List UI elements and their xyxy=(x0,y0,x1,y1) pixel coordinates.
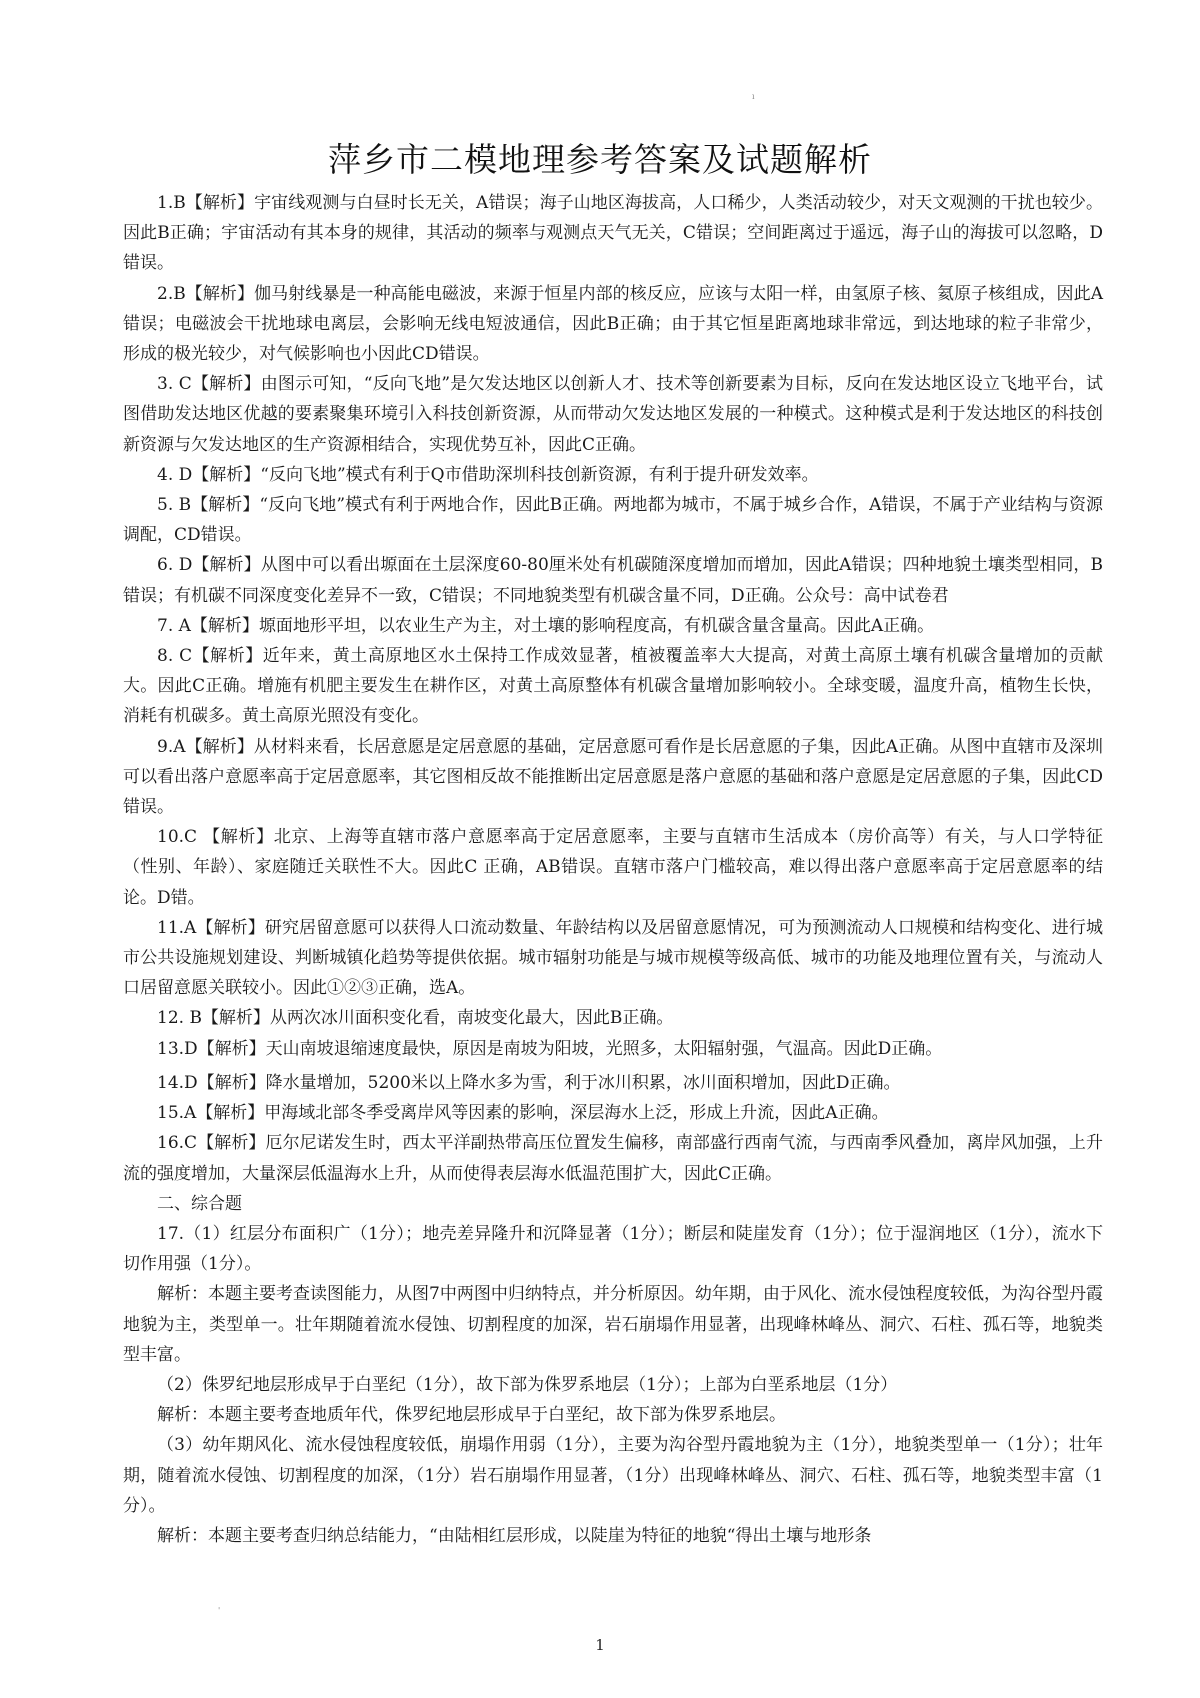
answer-paragraph: 10.C 【解析】北京、上海等直辖市落户意愿率高于定居意愿率，主要与直辖市生活成本（房价高等）有关，与人口学特征（性别、年龄）、家庭随迁关联性不大。因此C 正确，AB错误。直辖市落户门槛较高，难以得出落户意愿率高于定居意愿率的结论。D错。 xyxy=(123,827,1103,908)
answer-paragraph: 17.（1）红层分布面积广（1分）；地壳差异隆升和沉降显著（1分）；断层和陡崖发育（1分）；位于湿润地区（1分），流水下切作用强（1分）。 xyxy=(123,1223,1103,1275)
answer-paragraph: 13.D【解析】天山南坡退缩速度最快，原因是南坡为阳坡，光照多，太阳辐射强，气温高。因此D正确。 xyxy=(157,1038,943,1059)
answer-paragraph: 9.A【解析】从材料来看，长居意愿是定居意愿的基础，定居意愿可看作是长居意愿的子集，因此A正确。从图中直辖市及深圳可以看出落户意愿率高于定居意愿率，其它图相反故不能推断出定居意愿是落户意愿的基础和落户意愿是定居意愿的子集，因此CD错误。 xyxy=(123,736,1103,818)
answer-paragraph: 解析：本题主要考查读图能力，从图7中两图中归纳特点，并分析原因。幼年期，由于风化、流水侵蚀程度较低，为沟谷型丹霞地貌为主，类型单一。壮年期随着流水侵蚀、切割程度的加深，岩石崩塌作用显著，出现峰林峰丛、洞穴、石柱、孤石等，地貌类型丰富。 xyxy=(123,1284,1103,1365)
answer-paragraph: 8. C【解析】近年来，黄土高原地区水土保持工作成效显著，植被覆盖率大大提高，对黄土高原土壤有机碳含量增加的贡献大。因此C正确。增施有机肥主要发生在耕作区，对黄土高原整体有机碳含量增加影响较小。全球变暖，温度升高，植物生长快，消耗有机碳多。黄土高原光照没有变化。 xyxy=(123,646,1103,727)
answer-paragraph: 2.B【解析】伽马射线暴是一种高能电磁波，来源于恒星内部的核反应，应该与太阳一样，由氢原子核、氦原子核组成，因此A错误；电磁波会干扰地球电离层，会影响无线电短波通信，因此B正确；由于其它恒星距离地球非常远，到达地球的粒子非常少，形成的极光较少，对气候影响也小因此CD错误。 xyxy=(123,283,1103,365)
answer-paragraph: （3）幼年期风化、流水侵蚀程度较低，崩塌作用弱（1分），主要为沟谷型丹霞地貌为主（1分），地貌类型单一（1分）；壮年期，随着流水侵蚀、切割程度的加深，（1分）岩石崩塌作用显著，（1分）出现峰林峰丛、洞穴、石柱、孤石等，地貌类型丰富（1分）。 xyxy=(123,1435,1103,1516)
answer-body xyxy=(123,188,1103,1551)
section-heading: 二、综合题 xyxy=(157,1193,242,1214)
answer-paragraph: 7. A【解析】塬面地形平坦，以农业生产为主，对土壤的影响程度高，有机碳含量含量高。因此A正确。 xyxy=(157,615,935,636)
answer-paragraph: 解析：本题主要考查归纳总结能力，“由陆相红层形成，以陡崖为特征的地貌“得出土壤与地形条 xyxy=(157,1525,872,1546)
answer-paragraph: 14.D【解析】降水量增加，5200米以上降水多为雪，利于冰川积累，冰川面积增加，因此D正确。 xyxy=(157,1072,901,1093)
answer-paragraph: 6. D【解析】从图中可以看出塬面在土层深度60-80厘米处有机碳随深度增加而增加，因此A错误；四种地貌土壤类型相同，B错误；有机碳不同深度变化差异不一致，C错误；不同地貌类型有机碳含量不同，D正确。公众号：高中试卷君 xyxy=(123,555,1103,606)
answer-paragraph: 16.C【解析】厄尔尼诺发生时，西太平洋副热带高压位置发生偏移，南部盛行西南气流，与西南季风叠加，离岸风加强，上升流的强度增加，大量深层低温海水上升，从而使得表层海水低温范围扩大，因此C正确。 xyxy=(123,1133,1103,1184)
answer-paragraph: 4. D【解析】“反向飞地”模式有利于Q市借助深圳科技创新资源，有利于提升研发效率。 xyxy=(157,464,819,485)
scan-mark: ı xyxy=(752,92,755,101)
answer-paragraph: 11.A【解析】研究居留意愿可以获得人口流动数量、年龄结构以及居留意愿情况，可为预测流动人口规模和结构变化、进行城市公共设施规划建设、判断城镇化趋势等提供依据。城市辐射功能是与城市规模等级高低、城市的功能及地理位置有关，与流动人口居留意愿关联较小。因此①②③正确，选A。 xyxy=(123,917,1103,999)
answer-paragraph: 12. B【解析】从两次冰川面积变化看，南坡变化最大，因此B正确。 xyxy=(157,1008,674,1029)
answer-paragraph: （2）侏罗纪地层形成早于白垩纪（1分），故下部为侏罗系地层（1分）；上部为白垩系地层（1分） xyxy=(157,1374,898,1395)
answer-paragraph: 解析：本题主要考查地质年代，侏罗纪地层形成早于白垩纪，故下部为侏罗系地层。 xyxy=(157,1405,786,1426)
answer-paragraph: 15.A【解析】甲海域北部冬季受离岸风等因素的影响，深层海水上泛，形成上升流，因此A正确。 xyxy=(157,1103,889,1124)
answer-paragraph: 3. C【解析】由图示可知，“反向飞地”是欠发达地区以创新人才、技术等创新要素为目标，反向在发达地区设立飞地平台，试图借助发达地区优越的要素聚集环境引入科技创新资源，从而带动欠发达地区发展的一种模式。这种模式是利于发达地区的科技创新资源与欠发达地区的生产资源相结合，实现优势互补，因此C正确。 xyxy=(123,374,1103,455)
page-title: 萍乡市二模地理参考答案及试题解析 xyxy=(328,140,872,179)
answer-paragraph: 1.B【解析】宇宙线观测与白昼时长无关，A错误；海子山地区海拔高，人口稀少，人类活动较少，对天文观测的干扰也较少。因此B正确；宇宙活动有其本身的规律，其活动的频率与观测点天气无关，C错误；空间距离过于遥远，海子山的海拔可以忽略，D错误。 xyxy=(123,193,1103,274)
scan-mark: ' xyxy=(218,1606,221,1615)
answer-paragraph: 5. B【解析】“反向飞地”模式有利于两地合作，因此B正确。两地都为城市，不属于城乡合作，A错误，不属于产业结构与资源调配，CD错误。 xyxy=(123,495,1103,546)
page-number: 1 xyxy=(595,1636,605,1654)
